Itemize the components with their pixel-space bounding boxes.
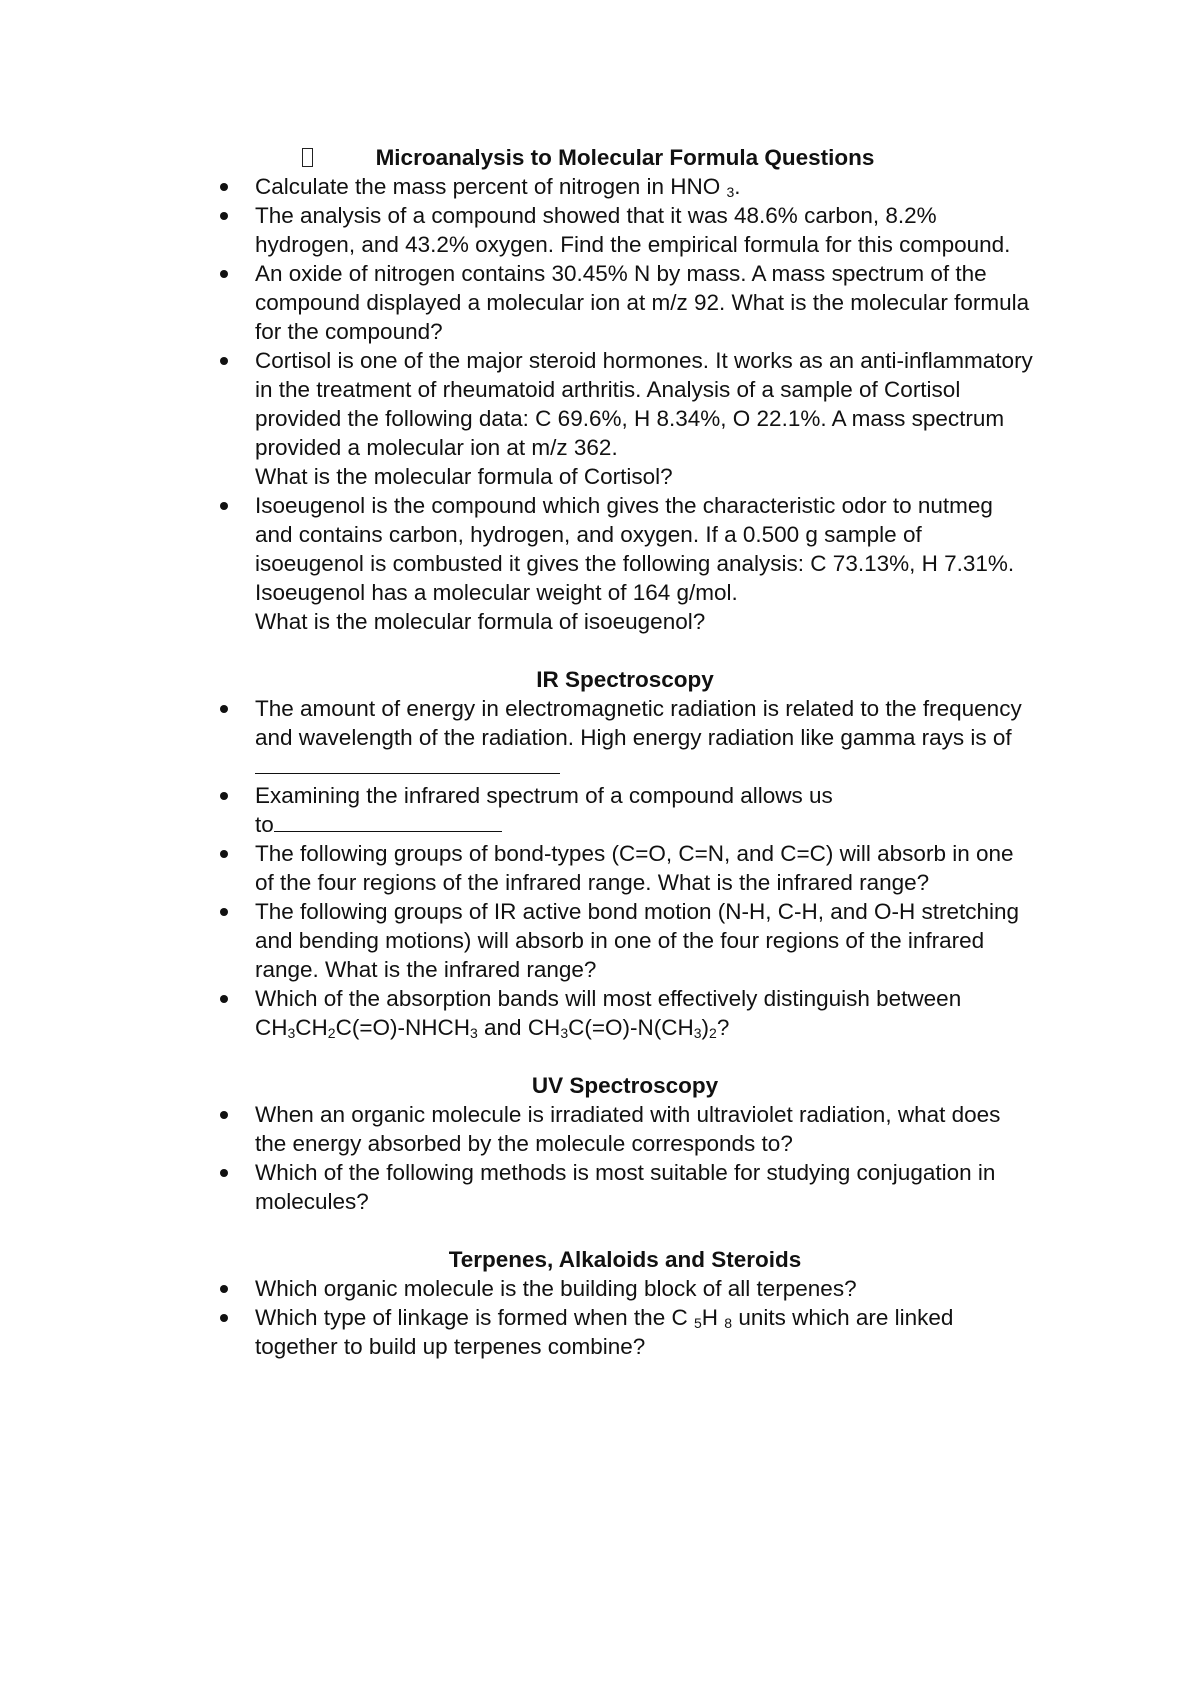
- subscript: 3: [469, 1025, 478, 1041]
- chemical-formula-2: [528, 1015, 717, 1040]
- question-text-line2: What is the molecular formula of isoeugenol?: [255, 609, 706, 634]
- question-text-line2: to: [255, 812, 274, 837]
- bullet-icon: [220, 1285, 228, 1293]
- bullet-icon: [220, 357, 228, 365]
- answer-blank: [274, 811, 502, 832]
- list-item: [215, 1100, 1035, 1158]
- formula-part: H: [701, 1305, 725, 1330]
- formula-part: CH: [295, 1015, 328, 1040]
- subscript: 5: [693, 1315, 702, 1331]
- list-item: [215, 346, 1035, 491]
- subscript: 3: [560, 1025, 569, 1041]
- microanalysis-question-list: [215, 172, 1035, 636]
- terpenes-question-list: [215, 1274, 1035, 1361]
- subscript: 3: [726, 184, 735, 200]
- question-text: Examining the infrared spectrum of a compound allows us: [255, 783, 833, 808]
- bullet-icon: [220, 995, 228, 1003]
- section-heading-ir: IR Spectroscopy: [536, 667, 714, 692]
- question-text: Which organic molecule is the building block of all terpenes?: [255, 1276, 857, 1301]
- section-spacer: [215, 1216, 1035, 1245]
- question-text: Cortisol is one of the major steroid hormones. It works as an anti-inflammatory in the treatment of rheumatoid arthritis. Analysis of a sample of Cortisol provided the following data: C 69.6%, H 8.34%, O 22.1%. A mass spectrum provided a molecular ion at m/z 362.: [255, 348, 1033, 460]
- subscript: 8: [724, 1315, 733, 1331]
- list-item: [215, 201, 1035, 259]
- question-text: The amount of energy in electromagnetic radiation is related to the frequency and wavelength of the radiation. High energy radiation like gamma rays is of: [255, 696, 1022, 750]
- formula-part: ): [701, 1015, 710, 1040]
- list-item: [215, 1303, 1035, 1361]
- list-item: [215, 984, 1035, 1042]
- ir-question-list: [215, 694, 1035, 1042]
- list-item: [215, 897, 1035, 984]
- subscript: 3: [693, 1025, 702, 1041]
- bullet-icon: [220, 792, 228, 800]
- section-spacer: [215, 636, 1035, 665]
- formula-part: CH: [527, 1015, 561, 1040]
- heading-text: Microanalysis to Molecular Formula Questions: [375, 145, 875, 170]
- bullet-icon: [220, 908, 228, 916]
- section-spacer: [215, 1042, 1035, 1071]
- bullet-icon: [220, 1314, 228, 1322]
- list-item: [215, 1274, 1035, 1303]
- chemical-formula-1: [255, 1015, 478, 1040]
- question-text-end: .: [734, 174, 741, 199]
- subscript: 3: [287, 1025, 296, 1041]
- bullet-icon: [220, 270, 228, 278]
- bullet-icon: [220, 1111, 228, 1119]
- formula-part: CH: [255, 1015, 288, 1040]
- document-content: [215, 143, 1035, 1361]
- question-text-end: ?: [716, 1015, 730, 1040]
- uv-question-list: [215, 1100, 1035, 1216]
- list-item: [215, 259, 1035, 346]
- question-text-end: units which are linked together to build up terpenes combine?: [255, 1305, 954, 1359]
- question-text: Which of the following methods is most suitable for studying conjugation in molecules?: [255, 1160, 996, 1214]
- formula-part: C(=O)-N(CH: [568, 1015, 694, 1040]
- answer-blank: [255, 753, 560, 774]
- bullet-icon: [220, 705, 228, 713]
- subscript: 2: [709, 1025, 717, 1041]
- list-item: [215, 781, 1035, 839]
- question-text: The following groups of bond-types (C=O, C=N, and C=C) will absorb in one of the four regions of the infrared range. What is the infrared range?: [255, 841, 1014, 895]
- missing-glyph-icon: [302, 148, 313, 167]
- bullet-icon: [220, 183, 228, 191]
- question-text: When an organic molecule is irradiated with ultraviolet radiation, what does the energy absorbed by the molecule corresponds to?: [255, 1102, 1001, 1156]
- question-text: The following groups of IR active bond motion (N-H, C-H, and O-H stretching and bending motions) will absorb in one of the four regions of the infrared range. What is the infrared range?: [255, 899, 1020, 982]
- list-item: [215, 172, 1035, 201]
- list-item: [215, 694, 1035, 781]
- question-text-line2: What is the molecular formula of Cortisol?: [255, 464, 673, 489]
- question-text: An oxide of nitrogen contains 30.45% N by mass. A mass spectrum of the compound displayed a molecular ion at m/z 92. What is the molecular formula for the compound?: [255, 261, 1030, 344]
- section-heading-terpenes: Terpenes, Alkaloids and Steroids: [448, 1247, 802, 1272]
- bullet-icon: [220, 212, 228, 220]
- question-text: Calculate the mass percent of nitrogen in HNO: [255, 174, 727, 199]
- bullet-icon: [220, 1169, 228, 1177]
- question-text: Which type of linkage is formed when the C: [255, 1305, 694, 1330]
- section-heading-uv: UV Spectroscopy: [531, 1073, 719, 1098]
- question-text: Which of the absorption bands will most effectively distinguish between: [255, 986, 962, 1011]
- formula-part: C(=O)-NHCH: [335, 1015, 470, 1040]
- list-item: [215, 839, 1035, 897]
- list-item: [215, 1158, 1035, 1216]
- formula-joiner: and: [477, 1015, 528, 1040]
- section-heading-microanalysis: [215, 143, 1035, 172]
- subscript: 2: [327, 1025, 336, 1041]
- bullet-icon: [220, 850, 228, 858]
- bullet-icon: [220, 502, 228, 510]
- question-text: The analysis of a compound showed that it was 48.6% carbon, 8.2% hydrogen, and 43.2% oxygen. Find the empirical formula for this compound.: [255, 203, 1011, 257]
- question-text: Isoeugenol is the compound which gives the characteristic odor to nutmeg and contains carbon, hydrogen, and oxygen. If a 0.500 g sample of isoeugenol is combusted it gives the following analysis: C 73.13%, H 7.31%. Isoeugenol has a molecular weight of 164 g/mol.: [255, 493, 1015, 605]
- list-item: [215, 491, 1035, 636]
